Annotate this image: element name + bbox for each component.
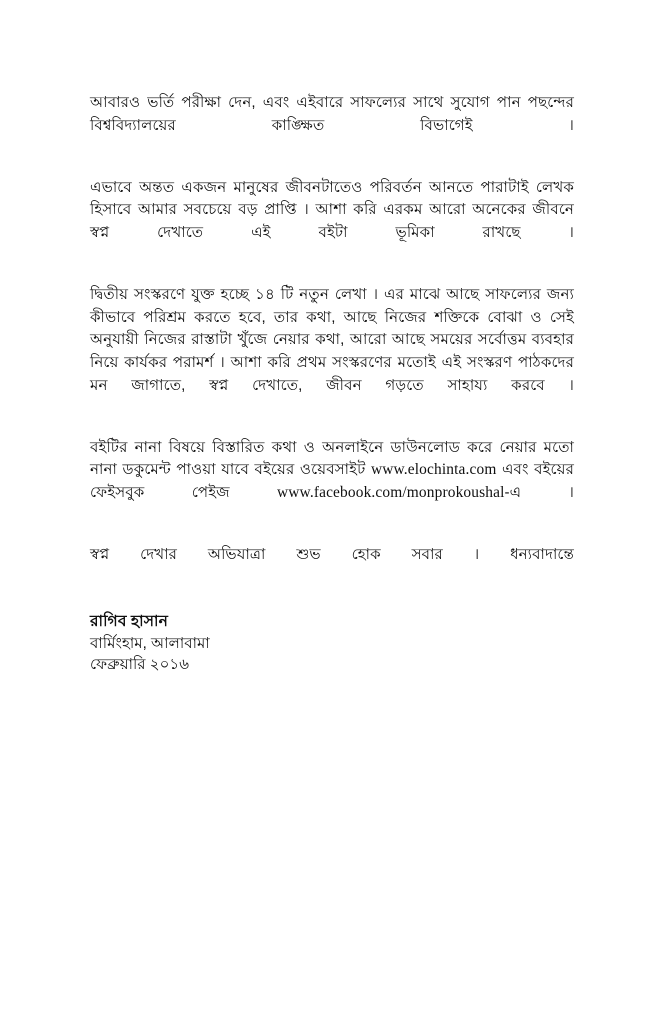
paragraph-2: এভাবে অন্তত একজন মানুষের জীবনটাতেও পরিবর্তন আনতে পারাটাই লেখক হিসাবে আমার সবচেয়ে বড় প্রাপ্তি । আশা করি এরকম আরো অনেকের জীবনে স্বপ্ন দেখাতে এই বইটা ভূমিকা রাখছে । (90, 178, 574, 241)
closing-paragraph: স্বপ্ন দেখার অভিযাত্রা শুভ হোক সবার । ধন্যবাদান্তে (90, 546, 574, 564)
signature-date: ফেব্রুয়ারি ২০১৬ (90, 656, 190, 674)
author-location: বার্মিংহাম, আলাবামা (90, 634, 210, 652)
paragraph-3: দ্বিতীয় সংস্করণে যুক্ত হচ্ছে ১৪ টি নতুন লেখা । এর মাঝে আছে সাফল্যের জন্য কীভাবে পরিশ্রম করতে হবে, তার কথা, আছে নিজের শক্তিকে বোঝা ও সেই অনুযায়ী নিজের রাস্তাটা খুঁজে নেয়ার কথা, আরো আছে সময়ের সর্বোত্তম ব্যবহার নিয়ে কার্যকর পরামর্শ । আশা করি প্রথম সংস্করণের মতোই এই সংস্করণ পাঠকদের মন জাগাতে, স্বপ্ন দেখাতে, জীবন গড়তে সাহায্য করবে । (90, 286, 574, 394)
links-middle-text: এবং বইয়ের ফেইসবুক পেইজ (90, 461, 574, 501)
website-url[interactable]: www.elochinta.com (370, 461, 497, 479)
author-name: রাগিব হাসান (90, 613, 169, 631)
links-lead-text: বইটির নানা বিষয়ে বিস্তারিত কথা ও অনলাইনে ডাউনলোড করে নেয়ার মতো নানা ডকুমেন্ট পাওয়া যাবে বইয়ের ওয়েবসাইট (90, 438, 574, 479)
facebook-page-url[interactable]: www.facebook.com/monprokoushal (277, 483, 505, 501)
paragraph-1: আবারও ভর্তি পরীক্ষা দেন, এবং এইবারে সাফল্যের সাথে সুযোগ পান পছন্দের বিশ্ববিদ্যালয়ের কাঙ্ক্ষিত বিভাগেই । (90, 94, 574, 134)
links-trailing-text: -এ । (504, 483, 574, 501)
page-content (90, 92, 574, 676)
signature-block (90, 611, 574, 676)
paragraph-links (90, 437, 574, 527)
